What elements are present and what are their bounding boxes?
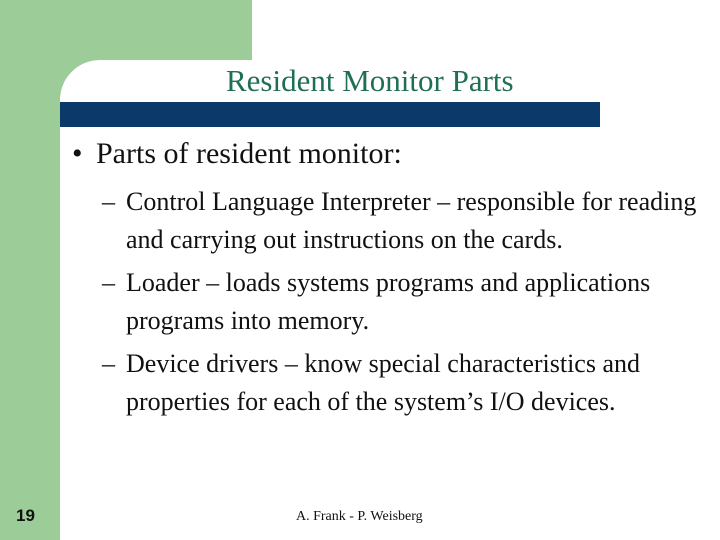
sub-bullet-list [102, 183, 712, 426]
sub-bullet-item [102, 264, 712, 340]
dash-icon: – [102, 187, 115, 216]
main-bullet-text: Parts of resident monitor: [96, 137, 402, 170]
main-bullet [72, 136, 692, 172]
sub-bullet-text: Loader – loads systems programs and applications programs into memory. [126, 268, 651, 335]
sub-bullet-item [102, 183, 712, 259]
page-number: 19 [16, 506, 35, 525]
sub-bullet-item [102, 345, 712, 421]
dash-icon: – [102, 268, 115, 297]
sub-bullet-text: Device drivers – know special characteristics and properties for each of the system’s I/O devices. [126, 349, 641, 416]
footer-credit: A. Frank - P. Weisberg [296, 509, 423, 524]
decorative-green-strip [0, 0, 60, 540]
dash-icon: – [102, 349, 115, 378]
slide-title: Resident Monitor Parts [226, 63, 514, 98]
title-underline-bar [60, 102, 600, 127]
sub-bullet-text: Control Language Interpreter – responsible for reading and carrying out instructions on the cards. [126, 187, 697, 254]
bullet-icon: • [72, 137, 83, 170]
